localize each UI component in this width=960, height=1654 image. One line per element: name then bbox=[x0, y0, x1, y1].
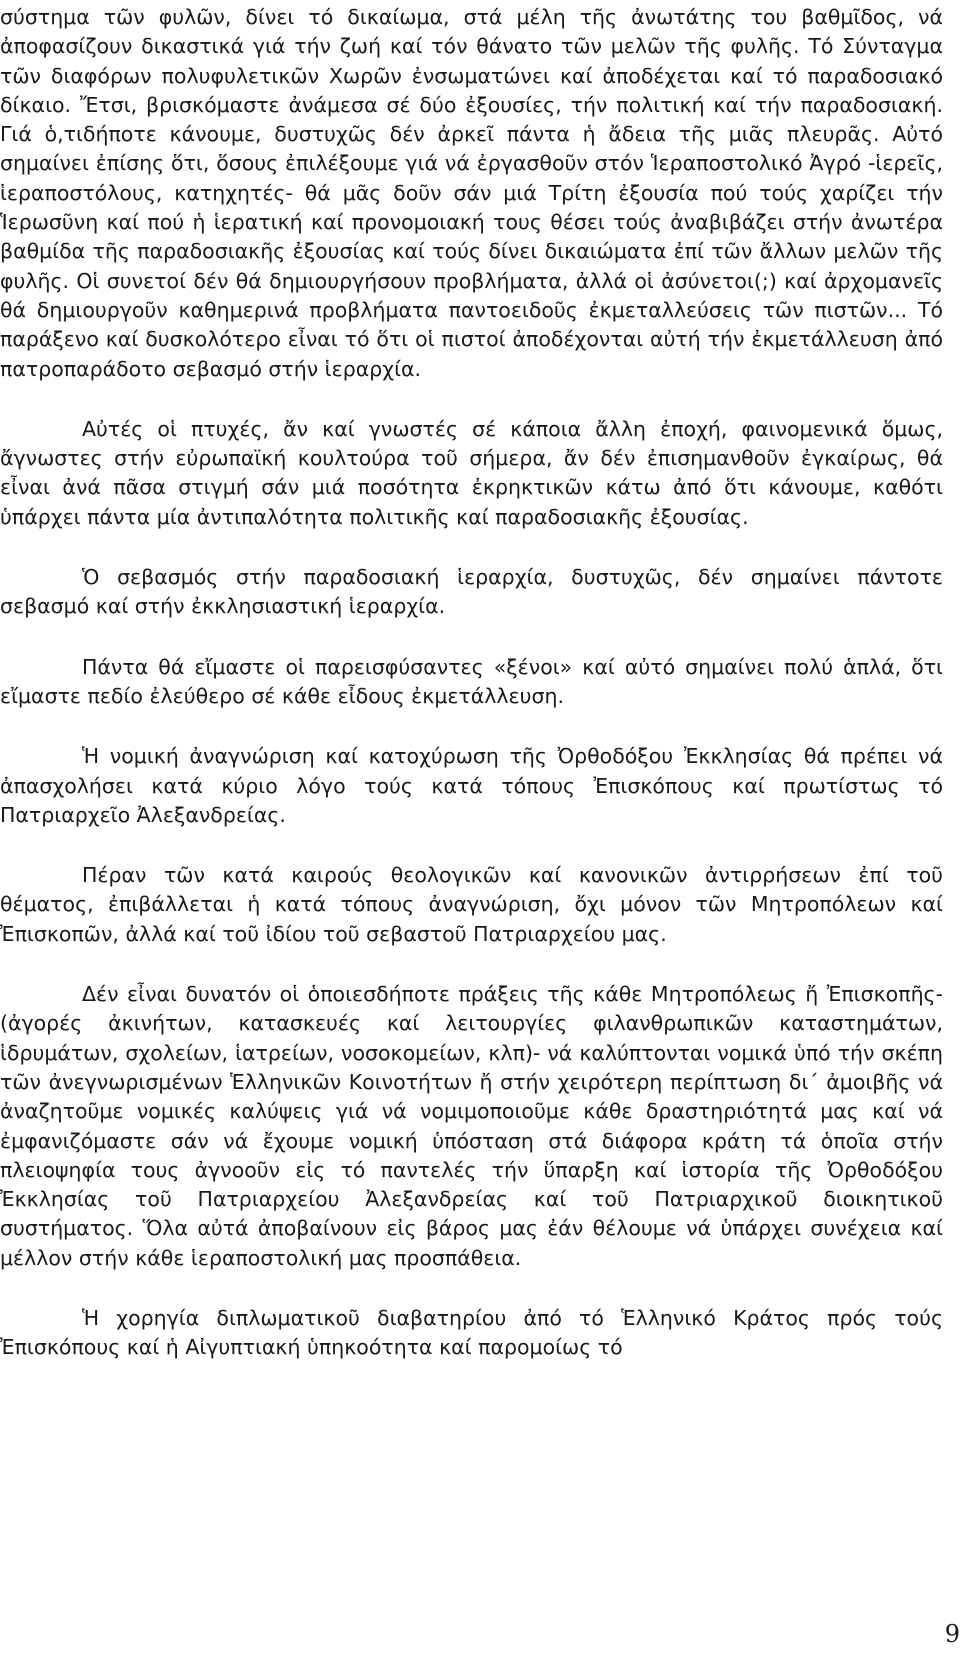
paragraph-8: Ἡ χορηγία διπλωματικοῦ διαβατηρίου ἀπό τό Ἑλληνικό Κράτος πρός τούς Ἐπισκόπους καί ἡ Αἰγυπτιακή ὑπηκοότητα καί παρομοίως τό bbox=[0, 1305, 943, 1360]
page-number: 9 bbox=[944, 1620, 960, 1648]
paragraph-5: Ἡ νομική ἀναγνώριση καί κατοχύρωση τῆς Ὀρθοδόξου Ἐκκλησίας θά πρέπει νά ἀπασχολήσει κατά κύριο λόγο τούς κατά τόπους Ἐπισκόπους καί πρωτίστως τό Πατριαρχεῖο Ἀλεξανδρείας. bbox=[0, 744, 943, 827]
paragraph-7: Δέν εἶναι δυνατόν οἱ ὁποιεσδήποτε πράξεις τῆς κάθε Μητροπόλεως ἤ Ἐπισκοπῆς-(ἀγορές ἀκινήτων, κατασκευές καί λειτουργίες φιλανθρωπικῶν καταστημάτων, ἱδρυμάτων, σχολείων, ἱατρείων, νοσοκομείων, κλπ)- νά καλύπτονται νομικά ὑπό τήν σκέπη τῶν ἀνεγνωρισμένων Ἑλληνικῶν Κοινοτήτων ἤ στήν χειρότερη περίπτωση δι΄ ἀμοιβῆς νά ἀναζητοῦμε νομικές καλύψεις γιά νά νομιμοποιοῦμε κάθε δραστηριότητά μας καί νά ἐμφανιζόμαστε σάν νά ἔχουμε νομική ὑπόσταση στά διάφορα κράτη τά ὁποῖα στήν πλειοψηφία τους ἀγνοοῦν εἰς τό παντελές τήν ὕπαρξη καί ἱστορία τῆς Ὀρθοδόξου Ἐκκλησίας τοῦ Πατριαρχείου Ἀλεξανδρείας καί τοῦ Πατριαρχικοῦ διοικητικοῦ συστήματος. Ὅλα αὐτά ἀποβαίνουν εἰς βάρος μας ἐάν θέλουμε νά ὑπάρχει συνέχεια καί μέλλον στήν κάθε ἱεραποστολική μας προσπάθεια. bbox=[0, 982, 943, 1270]
body-text bbox=[0, 3, 943, 1363]
paragraph-3: Ὁ σεβασμός στήν παραδοσιακή ἱεραρχία, δυστυχῶς, δέν σημαίνει πάντοτε σεβασμό καί στήν ἐκκλησιαστική ἱεραρχία. bbox=[0, 565, 943, 619]
paragraph-1: σύστημα τῶν φυλῶν, δίνει τό δικαίωμα, στά μέλη τῆς ἀνωτάτης του βαθμῖδος, νά ἀποφασίζουν δικαστικά γιά τήν ζωή καί τόν θάνατο τῶν μελῶν τῆς φυλῆς. Τό Σύνταγμα τῶν διαφόρων πολυφυλετικῶν Χωρῶν ἐνσωματώνει καί ἀποδέχεται καί τό παραδοσιακό δίκαιο. Ἔτσι, βρισκόμαστε ἀνάμεσα σέ δύο ἐξουσίες, τήν πολιτική καί τήν παραδοσιακή. Γιά ὁ,τιδήποτε κάνουμε, δυστυχῶς δέν ἀρκεῖ πάντα ἡ ἄδεια τῆς μιᾶς πλευρᾶς. Αὐτό σημαίνει ἐπίσης ὅτι, ὅσους ἐπιλέξουμε γιά νά ἐργασθοῦν στόν Ἱεραποστολικό Ἀγρό -ἱερεῖς, ἱεραποστόλους, κατηχητές- θά μᾶς δοῦν σάν μιά Τρίτη ἐξουσία πού τούς χαρίζει τήν Ἱερωσῦνη καί πού ἡ ἱερατική καί προνομοιακή τους θέσει τούς ἀναβιβάζει στήν ἀνωτέρα βαθμίδα τῆς παραδοσιακῆς ἐξουσίας καί τούς δίνει δικαιώματα ἐπί τῶν ἄλλων μελῶν τῆς φυλῆς. Οἱ συνετοί δέν θά δημιουργήσουν προβλήματα, ἀλλά οἱ ἀσύνετοι(;) καί ἀρχομανεῖς θά δημιουργοῦν καθημερινά προβλήματα παντοειδοῦς ἐκμεταλλεύσεις τῶν πιστῶν... Τό παράξενο καί δυσκολότερο εἶναι τό ὅτι οἱ πιστοί ἀποδέχονται αὐτή τήν ἐκμετάλλευση ἀπό πατροπαράδοτο σεβασμό στήν ἱεραρχία. bbox=[0, 5, 943, 381]
paragraph-6: Πέραν τῶν κατά καιρούς θεολογικῶν καί κανονικῶν ἀντιρρήσεων ἐπί τοῦ θέματος, ἐπιβάλλεται ἡ κατά τόπους ἀναγνώριση, ὄχι μόνον τῶν Μητροπόλεων καί Ἐπισκοπῶν, ἀλλά καί τοῦ ἰδίου τοῦ σεβαστοῦ Πατριαρχείου μας. bbox=[0, 863, 943, 946]
paragraph-2: Αὐτές οἱ πτυχές, ἄν καί γνωστές σέ κάποια ἄλλη ἐποχή, φαινομενικά ὅμως, ἄγνωστες στήν εὐρωπαϊκή κουλτούρα τοῦ σήμερα, ἄν δέν ἐπισημανθοῦν ἐγκαίρως, θά εἶναι ἀνά πᾶσα στιγμή σάν μιά ποσότητα ἐκρηκτικῶν κάτω ἀπό ὅτι κάνουμε, καθότι ὑπάρχει πάντα μία ἀντιπαλότητα πολιτικῆς καί παραδοσιακῆς ἐξουσίας. bbox=[0, 416, 943, 529]
paragraph-4: Πάντα θά εἴμαστε οἱ παρεισφύσαντες «ξένοι» καί αὐτό σημαίνει πολύ ἁπλά, ὅτι εἴμαστε πεδίο ἐλεύθερο σέ κάθε εἶδους ἐκμετάλλευση. bbox=[0, 654, 943, 708]
